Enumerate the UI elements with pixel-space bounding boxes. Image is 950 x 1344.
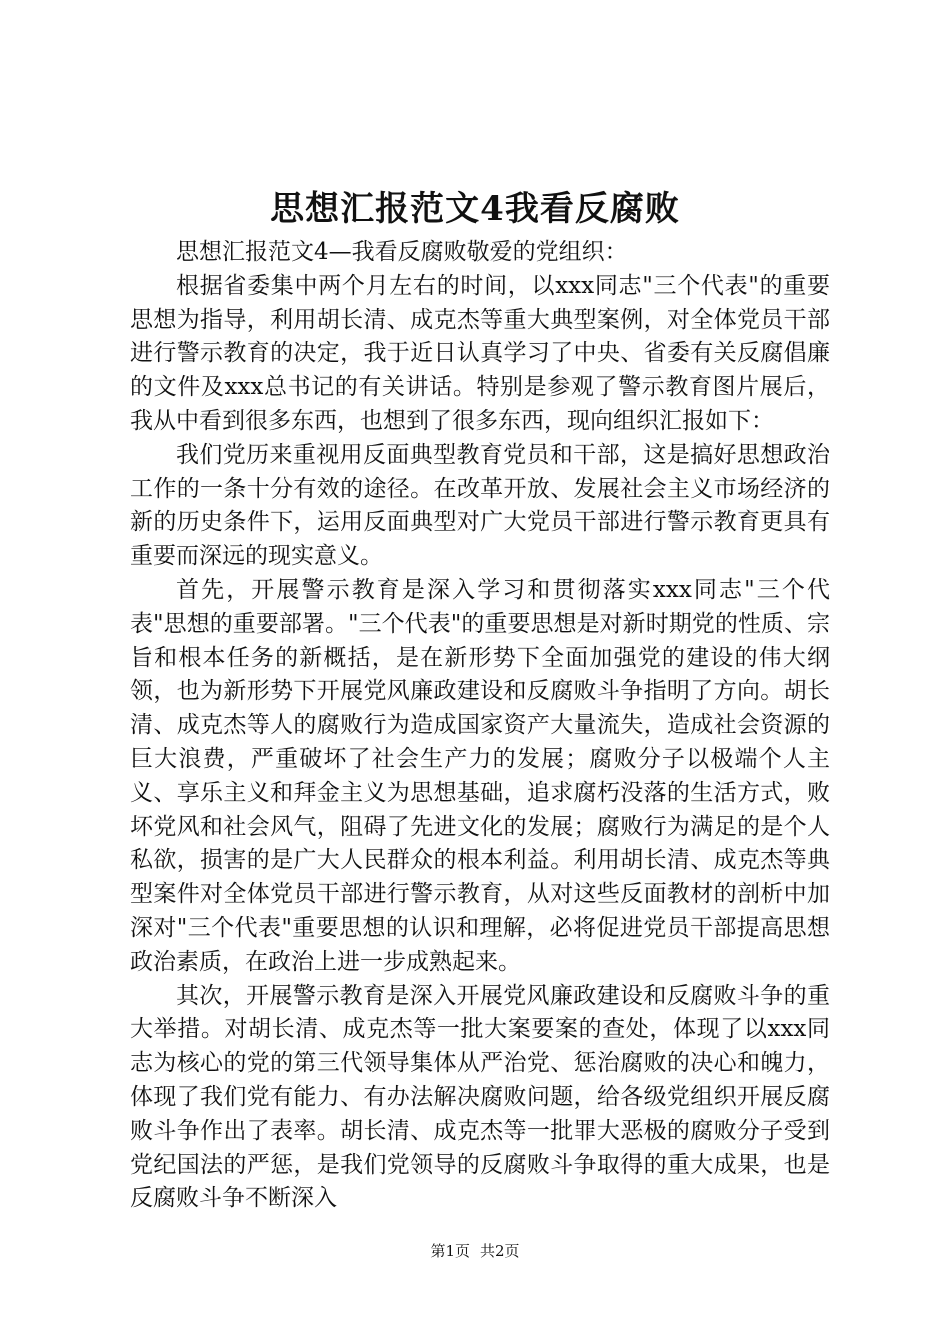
page-footer	[0, 1241, 950, 1261]
page-number: 第1页	[430, 1242, 470, 1260]
intro-paragraph: 思想汇报范文4—我看反腐败敬爱的党组织：	[176, 239, 628, 265]
body-paragraph: 根据省委集中两个月左右的时间，以xxx同志"三个代表"的重要思想为指导，利用胡长清、成克杰等重大典型案例，对全体党员干部进行警示教育的决定，我于近日认真学习了中央、省委有关反腐倡廉的文件及xxx总书记的有关讲话。特别是参观了警示教育图片展后，我从中看到很多东西，也想到了很多东西，现向组织汇报如下：	[130, 272, 830, 434]
document-body	[130, 236, 830, 1216]
page-total: 共2页	[480, 1242, 520, 1260]
body-paragraph: 其次，开展警示教育是深入开展党风廉政建设和反腐败斗争的重大举措。对胡长清、成克杰等一批大案要案的查处，体现了以xxx同志为核心的党的第三代领导集体从严治党、惩治腐败的决心和魄力，体现了我们党有能力、有办法解决腐败问题，给各级党组织开展反腐败斗争作出了表率。胡长清、成克杰等一批罪大恶极的腐败分子受到党纪国法的严惩，是我们党领导的反腐败斗争取得的重大成果，也是反腐败斗争不断深入	[130, 982, 830, 1212]
body-paragraph: 我们党历来重视用反面典型教育党员和干部，这是搞好思想政治工作的一条十分有效的途径。在改革开放、发展社会主义市场经济的新的历史条件下，运用反面典型对广大党员干部进行警示教育更具有重要而深远的现实意义。	[130, 441, 830, 570]
body-paragraph: 首先，开展警示教育是深入学习和贯彻落实xxx同志"三个代表"思想的重要部署。"三个代表"的重要思想是对新时期党的性质、宗旨和根本任务的新概括，是在新形势下全面加强党的建设的伟大纲领，也为新形势下开展党风廉政建设和反腐败斗争指明了方向。胡长清、成克杰等人的腐败行为造成国家资产大量流失，造成社会资源的巨大浪费，严重破坏了社会生产力的发展；腐败分子以极端个人主义、享乐主义和拜金主义为思想基础，追求腐朽没落的生活方式，败坏党风和社会风气，阻碍了先进文化的发展；腐败行为满足的是个人私欲，损害的是广大人民群众的根本利益。利用胡长清、成克杰等典型案件对全体党员干部进行警示教育，从对这些反面教材的剖析中加深对"三个代表"重要思想的认识和理解，必将促进党员干部提高思想政治素质，在政治上进一步成熟起来。	[130, 576, 830, 975]
document-title: 思想汇报范文4我看反腐败	[270, 189, 680, 229]
